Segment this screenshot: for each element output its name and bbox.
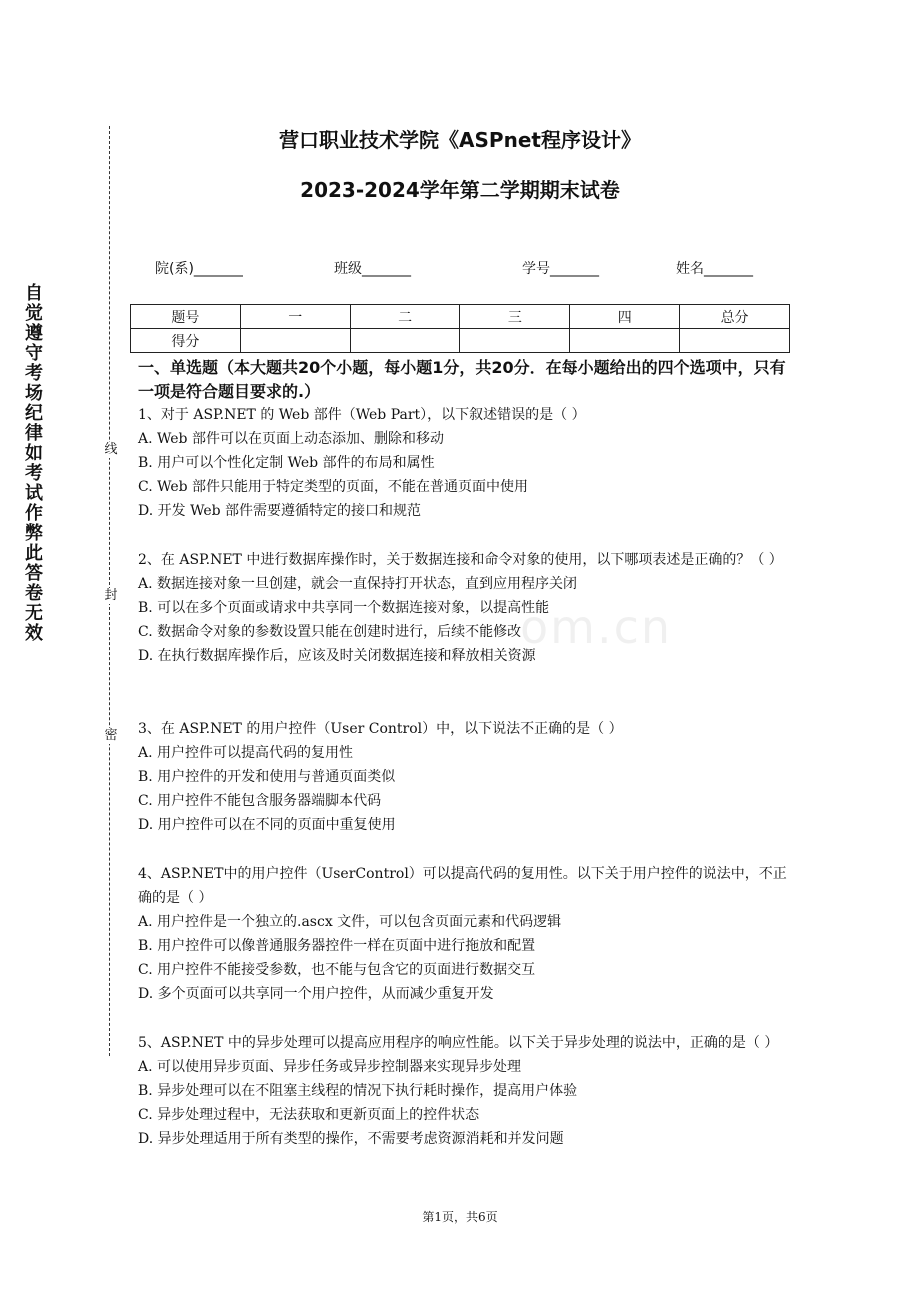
option-a: A. 可以使用异步页面、异步任务或异步控制器来实现异步处理: [138, 1059, 522, 1075]
option-c: C. 数据命令对象的参数设置只能在创建时进行，后续不能修改: [138, 624, 522, 640]
student-id-field: 学号_______: [522, 261, 599, 277]
option-b: B. 用户控件的开发和使用与普通页面类似: [138, 769, 396, 785]
option-c: C. Web 部件只能用于特定类型的页面，不能在普通页面中使用: [138, 479, 529, 495]
exam-title: 营口职业技术学院《ASPnet程序设计》: [279, 128, 641, 152]
watermark: om.cn: [520, 600, 673, 654]
option-c: C. 异步处理过程中，无法获取和更新页面上的控件状态: [138, 1107, 480, 1123]
score-header-cell: 二: [350, 305, 460, 329]
option-c: C. 用户控件不能包含服务器端脚本代码: [138, 793, 382, 809]
department-field: 院(系)_______: [155, 261, 243, 277]
score-table-score-row: [131, 329, 790, 353]
question-stem: 4、ASP.NET中的用户控件（UserControl）可以提高代码的复用性。以下关于用户控件的说法中，不正确的是（ ）: [138, 866, 787, 906]
option-b: B. 用户控件可以像普通服务器控件一样在页面中进行拖放和配置: [138, 938, 536, 954]
score-cell: [240, 329, 350, 353]
class-field: 班级_______: [334, 261, 411, 277]
score-header-cell: 四: [570, 305, 680, 329]
binding-marker-secret: 密: [104, 728, 118, 743]
option-b: B. 用户可以个性化定制 Web 部件的布局和属性: [138, 455, 435, 471]
score-table-header-row: [131, 305, 790, 329]
question-stem: 2、在 ASP.NET 中进行数据库操作时，关于数据连接和命令对象的使用，以下哪项表述是正确的？（ ）: [138, 552, 783, 568]
question-3: [138, 717, 798, 837]
score-header-cell: 一: [240, 305, 350, 329]
option-d: D. 在执行数据库操作后，应该及时关闭数据连接和释放相关资源: [138, 648, 536, 664]
option-d: D. 多个页面可以共享同一个用户控件，从而减少重复开发: [138, 986, 494, 1002]
score-table: [130, 304, 790, 353]
score-header-cell: 三: [460, 305, 570, 329]
score-header-cell: 题号: [131, 305, 241, 329]
exam-subtitle: 2023-2024学年第二学期期末试卷: [300, 178, 620, 202]
option-d: D. 开发 Web 部件需要遵循特定的接口和规范: [138, 503, 422, 519]
question-4: [138, 862, 798, 1006]
name-field: 姓名_______: [676, 261, 753, 277]
question-stem: 3、在 ASP.NET 的用户控件（User Control）中，以下说法不正确的是（ ）: [138, 721, 623, 737]
section-title: 一、单选题（本大题共20个小题，每小题1分，共20分．在每小题给出的四个选项中，只有一项是符合题目要求的.）: [138, 358, 786, 401]
question-5: [138, 1031, 798, 1151]
question-stem: 5、ASP.NET 中的异步处理可以提高应用程序的响应性能。以下关于异步处理的说法中，正确的是（ ）: [138, 1035, 779, 1051]
option-a: A. 用户控件可以提高代码的复用性: [138, 745, 354, 761]
binding-marker-line: 线: [104, 442, 118, 457]
option-d: D. 用户控件可以在不同的页面中重复使用: [138, 817, 396, 833]
binding-marker-seal: 封: [104, 588, 118, 603]
option-c: C. 用户控件不能接受参数，也不能与包含它的页面进行数据交互: [138, 962, 536, 978]
question-stem: 1、对于 ASP.NET 的 Web 部件（Web Part），以下叙述错误的是（ ）: [138, 407, 586, 423]
score-header-cell: 总分: [680, 305, 790, 329]
page-number: 第1页，共6页: [422, 1210, 498, 1224]
score-cell: [570, 329, 680, 353]
score-row-label: 得分: [131, 329, 241, 353]
option-b: B. 异步处理可以在不阻塞主线程的情况下执行耗时操作，提高用户体验: [138, 1083, 578, 1099]
score-cell: [680, 329, 790, 353]
score-cell: [350, 329, 460, 353]
option-b: B. 可以在多个页面或请求中共享同一个数据连接对象，以提高性能: [138, 600, 550, 616]
option-d: D. 异步处理适用于所有类型的操作，不需要考虑资源消耗和并发问题: [138, 1131, 564, 1147]
question-1: [138, 403, 798, 523]
question-2: [138, 548, 798, 668]
exam-discipline-notice: 自觉遵守考场纪律如考试作弊此答卷无效: [25, 283, 43, 644]
option-a: A. 数据连接对象一旦创建，就会一直保持打开状态，直到应用程序关闭: [138, 576, 578, 592]
score-cell: [460, 329, 570, 353]
option-a: A. Web 部件可以在页面上动态添加、删除和移动: [138, 431, 444, 447]
option-a: A. 用户控件是一个独立的.ascx 文件，可以包含页面元素和代码逻辑: [138, 914, 562, 930]
